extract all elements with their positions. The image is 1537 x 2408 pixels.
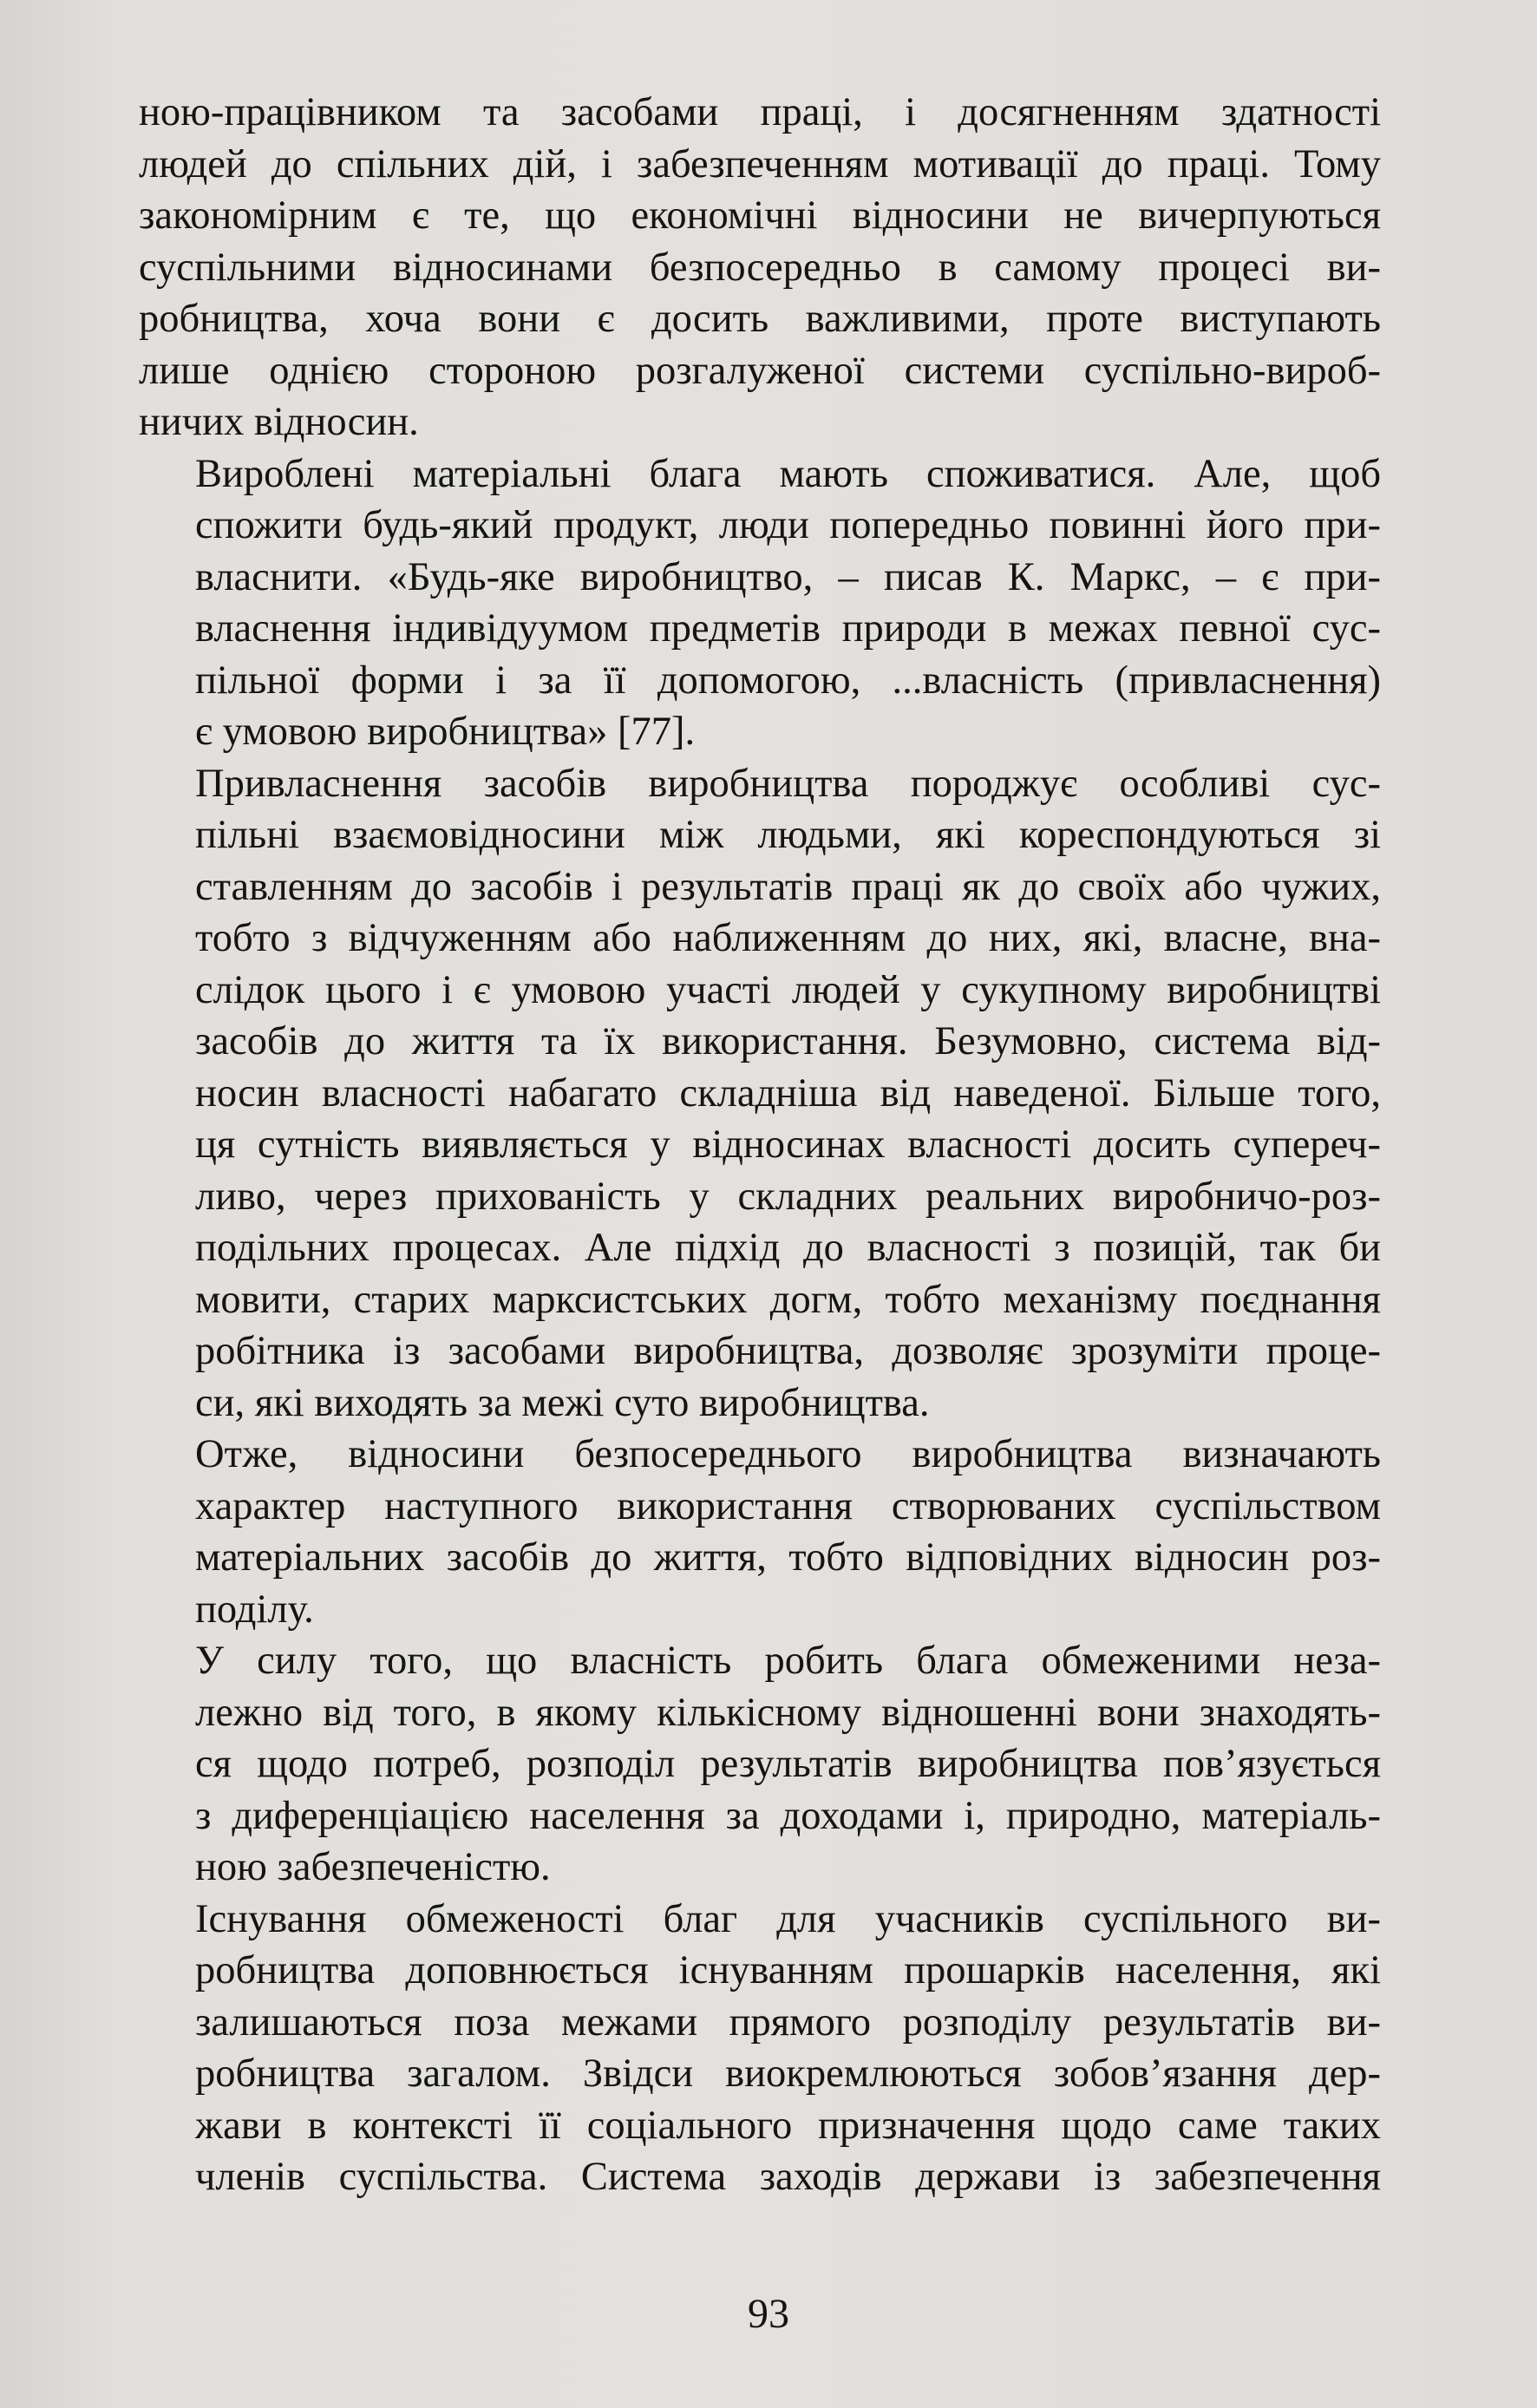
text-line: слідок цього і є умовою участі людей у сукупному виробництві	[195, 967, 1381, 1012]
paragraph	[139, 1635, 1381, 1894]
text-line: жави в контексті її соціального призначення щодо саме таких	[195, 2103, 1381, 2148]
text-line: лежно від того, в якому кількісному відношенні вони знаходять-	[195, 1690, 1381, 1735]
text-line: засобів до життя та їх використання. Безумовно, система від-	[195, 1019, 1381, 1063]
paragraph	[139, 448, 1381, 758]
text-line: закономірним є те, що економічні відносини не вичерпуються	[139, 193, 1381, 238]
text-line: поділу.	[195, 1587, 314, 1632]
text-line: Вироблені матеріальні блага мають споживатися. Але, щоб	[195, 451, 1381, 496]
text-line: з диференціацією населення за доходами і, природно, матеріаль-	[195, 1793, 1381, 1838]
text-line: ся щодо потреб, розподіл результатів виробництва пов’язується	[195, 1742, 1381, 1786]
text-line: робництва загалом. Звідси виокремлюються зобов’язання дер-	[195, 2051, 1381, 2096]
text-line: ливо, через прихованість у складних реальних виробничо-роз-	[195, 1174, 1381, 1219]
text-line: пільні взаємовідносини між людьми, які кореспондуються зі	[195, 813, 1381, 857]
text-line: характер наступного використання створюваних суспільством	[195, 1483, 1381, 1528]
text-line: людей до спільних дій, і забезпеченням мотивації до праці. Тому	[139, 141, 1381, 186]
text-line: ця сутність виявляється у відносинах власності досить супереч-	[195, 1122, 1381, 1167]
paragraph	[139, 1894, 1381, 2203]
text-line: власнити. «Будь-яке виробництво, – писав К. Маркс, – є при-	[195, 554, 1381, 599]
text-line: лише однією стороною розгалуженої системи суспільно-вироб-	[139, 348, 1381, 393]
text-line: є умовою виробництва» [77].	[195, 710, 696, 754]
text-line: ставленням до засобів і результатів праці як до своїх або чужих,	[195, 864, 1381, 909]
text-line: носин власності набагато складніша від наведеної. Більше того,	[195, 1070, 1381, 1116]
text-line: пільної форми і за її допомогою, ...власність (привласнення)	[195, 658, 1381, 703]
text-line: Отже, відносини безпосереднього виробництва визначають	[195, 1432, 1381, 1476]
text-line: робництва, хоча вони є досить важливими, проте виступають	[139, 297, 1381, 341]
body-text	[139, 87, 1381, 2203]
text-line: суспільними відносинами безпосередньо в самому процесі ви-	[139, 245, 1381, 290]
text-line: робітника із засобами виробництва, дозволяє зрозуміти проце-	[195, 1329, 1381, 1373]
text-line: си, які виходять за межі суто виробництва.	[195, 1380, 930, 1425]
text-line: матеріальних засобів до життя, тобто відповідних відносин роз-	[195, 1535, 1381, 1580]
text-line: ничих відносин.	[139, 400, 419, 444]
text-line: залишаються поза межами прямого розподілу результатів ви-	[195, 1999, 1381, 2045]
text-line: тобто з відчуженням або наближенням до них, які, власне, вна-	[195, 916, 1381, 960]
text-line: робництва доповнюється існуванням прошарків населення, які	[195, 1948, 1381, 1992]
text-line: мовити, старих марксистських догм, тобто механізму поєднання	[195, 1277, 1381, 1322]
paragraph	[139, 87, 1381, 448]
text-line: Існування обмеженості благ для учасників суспільного ви-	[195, 1896, 1381, 1941]
paragraph	[139, 1429, 1381, 1635]
text-line: У силу того, що власність робить блага обмеженими неза-	[195, 1639, 1381, 1683]
text-line: спожити будь-який продукт, люди попередньо повинні його при-	[195, 503, 1381, 547]
text-line: ною забезпеченістю.	[195, 1845, 551, 1889]
text-line: Привласнення засобів виробництва породжує особливі сус-	[195, 761, 1381, 806]
text-line: подільних процесах. Але підхід до власності з позицій, так би	[195, 1226, 1381, 1270]
text-line: ною-працівником та засобами праці, і досягненням здатності	[139, 90, 1381, 134]
page-number: 93	[748, 2291, 789, 2337]
paragraph	[139, 758, 1381, 1430]
text-line: власнення індивідуумом предметів природи в межах певної сус-	[195, 606, 1381, 651]
text-line: членів суспільства. Система заходів держави із забезпечення	[195, 2155, 1381, 2199]
